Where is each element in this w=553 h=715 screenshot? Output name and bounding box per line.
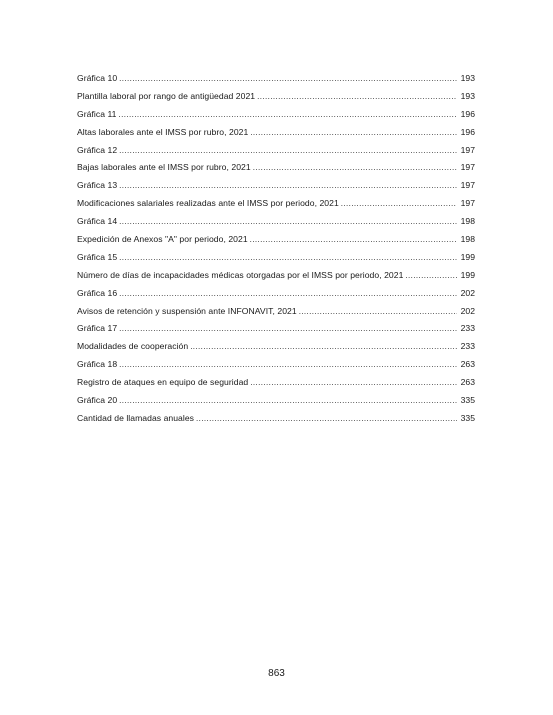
toc-entry bbox=[77, 249, 475, 267]
toc-entry-label: Registro de ataques en equipo de seguridad bbox=[77, 377, 249, 388]
toc-entry bbox=[77, 124, 475, 142]
toc-entry-page: 198 bbox=[460, 216, 475, 227]
toc-entry-label: Gráfica 12 bbox=[77, 144, 118, 155]
page-number: 863 bbox=[268, 668, 285, 679]
toc-entry-page: 199 bbox=[460, 269, 475, 280]
toc-entry-page: 199 bbox=[460, 251, 475, 262]
toc-entry-page: 202 bbox=[460, 287, 475, 298]
toc-dot-leader bbox=[250, 124, 457, 142]
toc-dot-leader bbox=[119, 213, 457, 231]
toc-entry-label: Número de días de incapacidades médicas otorgadas por el IMSS por periodo, 2021 bbox=[77, 269, 404, 280]
toc-entry-label: Bajas laborales ante el IMSS por rubro, 2021 bbox=[77, 162, 251, 173]
toc-entry bbox=[77, 159, 475, 177]
toc-entry-page: 198 bbox=[460, 234, 475, 245]
toc-entry bbox=[77, 195, 475, 213]
toc-entry-label: Plantilla laboral por rango de antigüedad 2021 bbox=[77, 90, 256, 101]
toc-entry-page: 196 bbox=[460, 126, 475, 137]
toc-entry-page: 233 bbox=[460, 323, 475, 334]
toc-entry bbox=[77, 285, 475, 303]
toc-dot-leader bbox=[119, 177, 457, 195]
toc-entry bbox=[77, 142, 475, 160]
toc-entry-page: 197 bbox=[460, 198, 475, 209]
toc-entry bbox=[77, 177, 475, 195]
toc-entry-page: 202 bbox=[460, 305, 475, 316]
toc-dot-leader bbox=[119, 249, 457, 267]
toc-dot-leader bbox=[119, 392, 457, 410]
toc-entry-label: Avisos de retención y suspensión ante INFONAVIT, 2021 bbox=[77, 305, 297, 316]
toc-dot-leader bbox=[253, 159, 457, 177]
toc-entry bbox=[77, 356, 475, 374]
toc-dot-leader bbox=[341, 195, 457, 213]
toc-entry bbox=[77, 213, 475, 231]
toc-entry-page: 197 bbox=[460, 180, 475, 191]
toc-entry-label: Gráfica 20 bbox=[77, 395, 118, 406]
toc-entry bbox=[77, 106, 475, 124]
toc-entry-page: 263 bbox=[460, 359, 475, 370]
toc-dot-leader bbox=[250, 374, 457, 392]
toc-entry-page: 196 bbox=[460, 108, 475, 119]
toc-entry-label: Gráfica 17 bbox=[77, 323, 118, 334]
toc-dot-leader bbox=[119, 142, 457, 160]
toc-dot-leader bbox=[119, 70, 457, 88]
toc-entry-label: Gráfica 16 bbox=[77, 287, 118, 298]
toc-entry-page: 193 bbox=[460, 73, 475, 83]
toc-dot-leader bbox=[299, 303, 457, 321]
toc-dot-leader bbox=[119, 106, 457, 124]
toc-dot-leader bbox=[196, 410, 457, 428]
toc-entry-label: Expedición de Anexos "A" por periodo, 2021 bbox=[77, 234, 248, 245]
toc-dot-leader bbox=[257, 88, 457, 106]
toc-entry-page: 233 bbox=[460, 341, 475, 352]
toc-entry-page: 193 bbox=[460, 90, 475, 101]
toc-entry-page: 335 bbox=[460, 412, 475, 423]
toc-entry bbox=[77, 303, 475, 321]
table-of-contents bbox=[77, 70, 475, 428]
toc-entry bbox=[77, 320, 475, 338]
toc-entry-label: Gráfica 13 bbox=[77, 180, 118, 191]
toc-dot-leader bbox=[119, 356, 457, 374]
toc-entry-label: Altas laborales ante el IMSS por rubro, 2021 bbox=[77, 126, 249, 137]
toc-entry bbox=[77, 70, 475, 88]
toc-entry-label: Gráfica 18 bbox=[77, 359, 118, 370]
toc-entry-page: 197 bbox=[460, 144, 475, 155]
toc-entry-page: 335 bbox=[460, 395, 475, 406]
toc-entry-label: Gráfica 10 bbox=[77, 73, 118, 83]
toc-entry-label: Modalidades de cooperación bbox=[77, 341, 189, 352]
toc-entry-label: Gráfica 15 bbox=[77, 251, 118, 262]
toc-entry-page: 197 bbox=[460, 162, 475, 173]
toc-dot-leader bbox=[190, 338, 457, 356]
toc-dot-leader bbox=[119, 320, 457, 338]
toc-dot-leader bbox=[119, 285, 457, 303]
toc-dot-leader bbox=[250, 231, 457, 249]
toc-entry-label: Gráfica 11 bbox=[77, 108, 117, 119]
toc-entry-label: Modificaciones salariales realizadas ante el IMSS por periodo, 2021 bbox=[77, 198, 339, 209]
toc-entry bbox=[77, 410, 475, 428]
toc-entry bbox=[77, 338, 475, 356]
toc-entry-label: Cantidad de llamadas anuales bbox=[77, 412, 195, 423]
toc-entry-label: Gráfica 14 bbox=[77, 216, 118, 227]
toc-entry bbox=[77, 88, 475, 106]
toc-entry-page: 263 bbox=[460, 377, 475, 388]
toc-dot-leader bbox=[405, 267, 457, 285]
toc-entry bbox=[77, 267, 475, 285]
toc-entry bbox=[77, 374, 475, 392]
toc-entry bbox=[77, 231, 475, 249]
toc-entry bbox=[77, 392, 475, 410]
